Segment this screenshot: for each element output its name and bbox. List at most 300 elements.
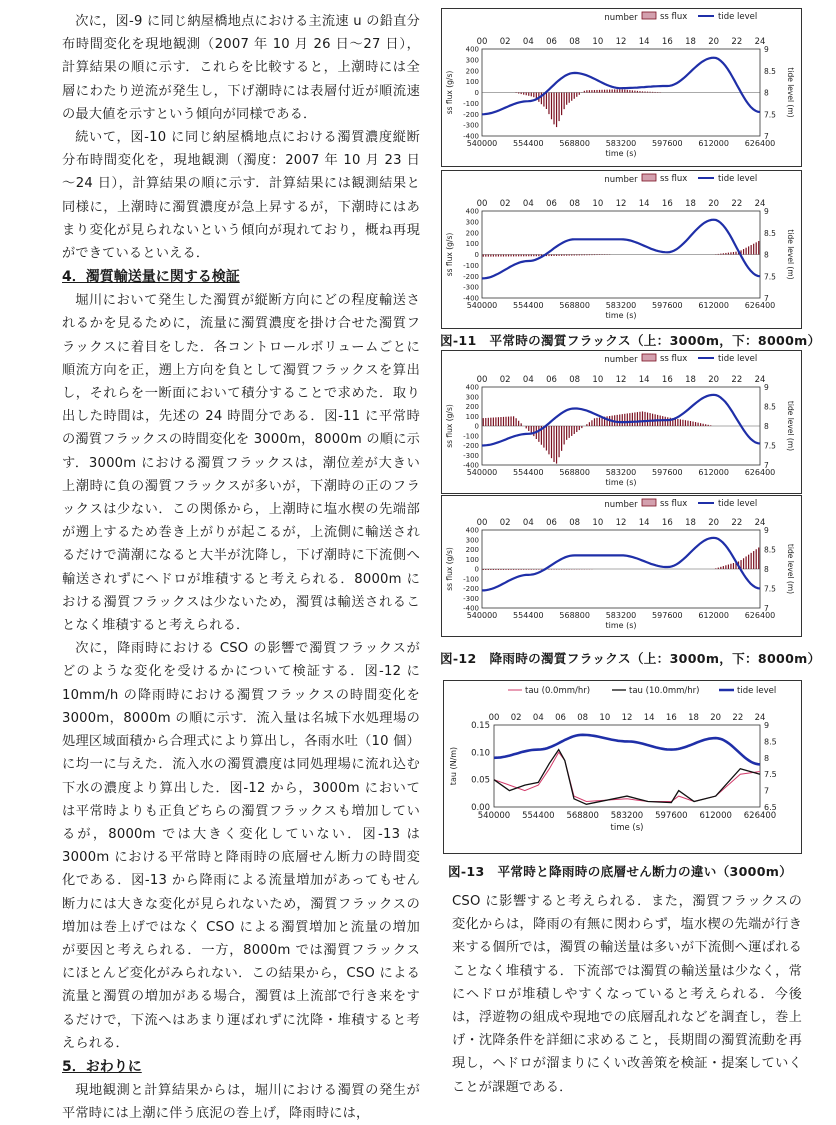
paragraph-5: 現地観測と計算結果からは，堀川における濁質の発生が平常時には上潮に伴う底泥の巻上げ，降雨時には， [62,1079,420,1125]
top-tick-label: 10 [592,199,603,209]
y-tick-label: 300 [466,56,479,64]
flux-bar [589,255,590,256]
flux-bar [596,90,597,93]
y-tick-label: 0 [475,251,479,259]
x-tick-label: 583200 [611,811,643,821]
x-tick-label: 612000 [698,468,729,477]
flux-bar [751,553,752,569]
flux-bar [609,90,610,93]
top-tick-label: 04 [523,37,534,47]
y2-tick-label: 8.5 [764,67,776,76]
y-axis-label: ss flux (g/s) [445,71,454,115]
x-axis-label: time (s) [605,311,636,320]
y2-axis-label: tide level (m) [786,67,795,117]
tide-level-line [482,538,760,591]
fig13-chart [443,680,802,854]
legend-tide-label: tide level [718,354,757,364]
flux-bar [601,90,602,93]
x-tick-label: 540000 [467,468,498,477]
y2-tick-label: 6.5 [764,803,777,812]
flux-bar [483,255,484,257]
fig11-caption: 図-11 平常時の濁質フラックス（上：3000m，下：8000m） [440,330,821,349]
flux-bar [708,425,709,426]
flux-bar [551,426,552,458]
flux-bar [723,253,724,254]
flux-bar [490,255,491,257]
flux-bar [576,93,577,97]
top-tick-label: 14 [639,199,650,209]
flux-bar [730,564,731,569]
flux-bar [503,255,504,257]
paragraph-1: 次に，図-9 に同じ納屋橋地点における主流速 u の鉛直分布時間変化を現地観測（2007 年 10 月 26 日～27 日），計算結果の順に示す．これらを比較すると，上潮時には全層にわたり逆流が発生し，下げ潮時には表層付近が順流速の最大値を示すという傾向が同様である． [62,10,420,126]
y-tick-label: 200 [466,546,479,554]
top-tick-label: 02 [511,713,522,723]
x-axis-label: time (s) [611,823,644,833]
flux-bar [692,422,693,426]
top-tick-label: 24 [755,713,766,723]
y2-tick-label: 8 [764,89,769,98]
flux-bar [700,423,701,426]
flux-bar [629,90,630,92]
flux-bar [548,93,549,115]
x-tick-label: 554400 [513,468,544,477]
flux-bar [546,93,547,110]
x-tick-label: 626400 [745,468,776,477]
flux-bar [564,426,565,444]
top-tick-label: 06 [546,518,557,528]
flux-bar [533,93,534,98]
flux-bar [586,255,587,256]
top-tick-label: 12 [622,713,633,723]
top-tick-label: 20 [710,713,721,723]
flux-bar [505,569,506,570]
x-tick-label: 583200 [606,139,637,148]
x-tick-label: 568800 [559,468,590,477]
flux-bar [634,412,635,426]
flux-bar [756,242,757,254]
x-tick-label: 540000 [478,811,510,821]
flux-bar [528,93,529,96]
x-tick-label: 583200 [606,611,637,620]
top-tick-label: 10 [592,37,603,47]
flux-bar [614,89,615,92]
flux-bar [541,93,542,105]
y-tick-label: 100 [466,240,479,248]
y2-tick-label: 9 [764,526,769,535]
y-tick-label: -100 [463,262,479,270]
flux-bar [589,422,590,426]
flux-bar [490,418,491,426]
y2-tick-label: 9 [764,207,769,216]
flux-bar [619,89,620,92]
flux-bar [718,254,719,255]
flux-bar [591,90,592,92]
top-tick-label: 04 [523,375,534,385]
flux-bar [642,411,643,426]
flux-bar [558,426,559,457]
x-tick-label: 626400 [745,611,776,620]
legend-flux-swatch [642,499,656,506]
flux-bar [579,93,580,95]
top-tick-label: 18 [685,37,696,47]
top-tick-label: 14 [639,37,650,47]
flux-bar [751,245,752,254]
flux-bar [510,416,511,426]
y-tick-label: 400 [466,208,479,216]
y-tick-label: -300 [463,595,479,603]
y2-tick-label: 7 [764,294,769,303]
y-tick-label: 300 [466,536,479,544]
top-tick-label: 00 [477,375,488,385]
flux-bar [508,255,509,257]
flux-bar [571,93,572,101]
flux-bar [561,93,562,116]
top-tick-label: 22 [731,518,742,528]
flux-bar [624,90,625,93]
flux-bar [505,417,506,426]
flux-bar [617,415,618,426]
paragraph-3: 堀川において発生した濁質が縦断方向にどの程度輸送されるかを見るために，流量に濁質濃度を掛け合せた濁質フラックスに着目をした．各コントロールボリュームごとに順流方向を正，遡上方向を負として濁質フラックスを算出し，それらを一断面において積分することで求めた．取り出した時間は，先述の 24 時間分である．図-11 に平常時の濁質フラックスの時間変化を 3000m，8000m の順に示す．3000m における濁質フラックスは，潮位差が大きい上潮時に負の濁質フラックスが多いが，下潮時の正のフラックスは少ない．この関係から，上潮時に塩水楔の先端部が遡上するため巻き上がりが起こるが，上流側に輸送されるだけで満潮になると大半が沈降し，下げ潮時に下流側へ輸送されずにヘドロが堆積すると考えられる．8000m における濁質フラックスは少ないため，濁質は輸送されることなく堆積すると考えられる． [62,289,420,637]
y-tick-label: -300 [463,452,479,460]
flux-bar [543,426,544,448]
flux-bar [591,420,592,426]
top-tick-label: 24 [755,375,766,385]
flux-bar [758,547,759,569]
top-tick-label: 00 [477,37,488,47]
top-tick-label: 18 [685,518,696,528]
top-tick-label: 16 [662,518,673,528]
top-tick-label: 04 [533,713,544,723]
top-axis-label: number [604,355,638,365]
y-tick-label: 0 [475,89,479,97]
flux-bar [596,255,597,256]
x-tick-label: 612000 [698,139,729,148]
y-axis-label: ss flux (g/s) [445,233,454,277]
y-tick-label: 300 [466,218,479,226]
flux-bar [516,255,517,257]
flux-bar [746,248,747,255]
y-tick-label: -200 [463,273,479,281]
y2-tick-label: 8 [764,251,769,260]
flux-bar [485,569,486,570]
flux-bar [538,569,539,570]
flux-bar [523,255,524,257]
flux-bar [508,417,509,426]
flux-bar [720,254,721,255]
y-tick-label: -200 [463,585,479,593]
y2-tick-label: 9 [764,45,769,54]
x-tick-label: 568800 [559,301,590,310]
flux-bar [485,418,486,426]
flux-bar [594,418,595,426]
flux-bar [518,93,519,94]
fig11-bottom-chart [441,170,802,329]
flux-bar [647,92,648,93]
flux-bar [632,413,633,426]
flux-bar [571,426,572,436]
x-tick-label: 540000 [467,139,498,148]
flux-bar [612,90,613,93]
y-tick-label: -400 [463,295,479,303]
y-tick-label: 200 [466,403,479,411]
flux-bar [743,558,744,569]
flux-bar [571,255,572,256]
top-tick-label: 14 [639,518,650,528]
flux-bar [728,565,729,569]
legend-tau0-label: tau (0.0mm/hr) [525,686,590,696]
flux-bar [649,413,650,426]
top-tick-label: 08 [577,713,588,723]
flux-bar [758,241,759,254]
legend-tide-label: tide level [718,174,757,184]
flux-bar [513,416,514,426]
top-tick-label: 20 [708,37,719,47]
y2-tick-label: 7 [764,461,769,470]
flux-bar [581,255,582,256]
y2-tick-label: 7 [764,787,769,796]
flux-bar [596,418,597,426]
flux-bar [536,569,537,570]
flux-bar [685,420,686,426]
y-tick-label: 300 [466,393,479,401]
y2-tick-label: 7.5 [764,110,776,119]
flux-bar [558,93,559,122]
flux-bar [715,568,716,569]
y2-axis-label: tide level (m) [786,544,795,594]
flux-bar [521,423,522,426]
top-axis-label: number [604,175,638,185]
flux-bar [564,93,565,110]
flux-bar [584,91,585,93]
flux-bar [627,90,628,93]
flux-bar [723,566,724,569]
x-tick-label: 612000 [699,811,731,821]
flux-bar [551,255,552,257]
y2-tick-label: 8.5 [764,229,776,238]
y2-tick-label: 8 [764,565,769,574]
flux-bar [556,426,557,464]
y-tick-label: -300 [463,284,479,292]
flux-bar [735,252,736,255]
flux-bar [629,413,630,426]
y2-tick-label: 8 [764,754,769,763]
flux-bar [541,569,542,570]
tide-level-line [482,220,760,279]
top-tick-label: 16 [662,37,673,47]
top-axis-label: number [604,13,638,23]
flux-bar [533,255,534,257]
top-tick-label: 16 [666,713,677,723]
flux-bar [655,92,656,93]
tau-0mm-line [494,752,760,801]
top-tick-label: 16 [662,375,673,385]
flux-bar [538,255,539,257]
flux-bar [533,569,534,570]
x-tick-label: 612000 [698,301,729,310]
flux-bar [743,249,744,254]
flux-bar [665,417,666,426]
flux-bar [513,255,514,257]
flux-bar [584,255,585,256]
x-axis-label: time (s) [605,478,636,487]
flux-bar [521,569,522,570]
flux-bar [644,412,645,426]
flux-bar [642,91,643,92]
top-tick-label: 02 [500,518,511,528]
flux-bar [607,416,608,426]
y2-tick-label: 7 [764,132,769,141]
flux-bar [746,556,747,569]
flux-bar [710,425,711,426]
x-tick-label: 583200 [606,468,637,477]
fig12-top-chart [441,350,802,494]
flux-bar [748,246,749,254]
tide-level-line [482,58,760,115]
top-tick-label: 12 [616,518,627,528]
y-tick-label: -300 [463,122,479,130]
flux-bar [528,569,529,570]
flux-bar [521,255,522,257]
flux-bar [558,255,559,256]
flux-bar [586,90,587,92]
y-tick-label: -400 [463,133,479,141]
flux-bar [536,255,537,257]
flux-bar [594,255,595,256]
flux-bar [619,414,620,426]
x-tick-label: 554400 [513,611,544,620]
x-tick-label: 597600 [652,468,683,477]
flux-bar [579,255,580,256]
flux-bar [667,417,668,426]
flux-bar [589,90,590,92]
flux-bar [639,412,640,426]
flux-bar [574,93,575,99]
paragraph-6: CSO に影響すると考えられる．また，濁質フラックスの変化からは，降雨の有無に関わらず，塩水楔の先端が行き来する個所では，濁質の輸送量は多いが下流側へ運ばれることなく堆積する．下流部では濁質の輸送量は少なく，常にヘドロが堆積しやすくなっていると考えられる．今後は，浮遊物の組成や現地での底層乱れなどを調査し，巻上げ・沈降条件を詳細に求めること，長期間の濁質流動を再現し，ヘドロが溜まりにくい改善策を検証・提案していくことが課題である． [452,890,802,1099]
flux-bar [548,426,549,454]
top-tick-label: 00 [489,713,500,723]
flux-bar [718,568,719,569]
y-tick-label: -400 [463,462,479,470]
y2-tick-label: 8.5 [764,403,776,412]
flux-bar [516,418,517,426]
flux-bar [508,569,509,570]
flux-bar [528,426,529,431]
flux-bar [561,426,562,451]
flux-bar [733,563,734,569]
flux-bar [493,569,494,570]
top-tick-label: 10 [592,518,603,528]
flux-bar [677,419,678,426]
paragraph-4: 次に，降雨時における CSO の影響で濁質フラックスがどのような変化を受けるかについて検証する．図-12 に 10mm/h の降雨時における濁質フラックスの時間変化を 3000m，8000m の順に示す．流入量は名城下水処理場の処理区域面積から合理式により算出し，各雨水吐（10 個）に均一に与えた．流入水の濁質濃度は同処理場に流れ込む下水の濃度より算出した．図-12 から，3000m においては平常時よりも正負どちらの濁質フラックスも増加しているが，8000m では大きく変化していない．図-13 は 3000m における平常時と降雨時の底層せん断力の時間変化である．図-13 から降雨による流量増加があってもせん断力には大きな変化が見られないため，濁質フラックスの増加は巻上げではなく CSO による濁質増加と流量の増加が要因と考えられる．一方，8000m では濁質フラックスにほとんど変化がみられない．この結果から，CSO による流量と濁質の増加がある場合，濁質は上流部で行き来をするだけで，下流へはあまり運ばれずに沈降・堆積すると考えられる． [62,637,420,1055]
flux-bar [526,93,527,96]
x-tick-label: 597600 [652,139,683,148]
flux-bar [526,426,527,428]
legend-tide-label: tide level [718,12,757,22]
top-tick-label: 18 [685,199,696,209]
y-tick-label: 0.10 [471,748,490,758]
flux-bar [551,93,552,120]
top-tick-label: 06 [546,375,557,385]
flux-bar [510,255,511,257]
y2-tick-label: 7 [764,604,769,613]
flux-bar [521,93,522,95]
x-tick-label: 568800 [566,811,598,821]
plot-frame [494,725,760,807]
top-tick-label: 18 [685,375,696,385]
flux-bar [617,89,618,92]
flux-bar [637,91,638,93]
flux-bar [574,255,575,256]
fig12-bottom-chart [441,495,802,637]
x-tick-label: 626400 [744,811,776,821]
flux-bar [591,255,592,256]
right-column-text [452,890,802,1099]
fig11-top-chart [441,8,802,167]
flux-bar [703,424,704,426]
top-tick-label: 06 [555,713,566,723]
y2-axis-label: tide level (m) [786,401,795,451]
flux-bar [644,92,645,93]
flux-bar [495,417,496,426]
legend-flux-label: ss flux [660,12,687,22]
y-tick-label: 200 [466,229,479,237]
flux-bar [510,569,511,570]
top-tick-label: 20 [708,375,719,385]
flux-bar [690,421,691,426]
flux-bar [516,569,517,570]
x-tick-label: 626400 [745,139,776,148]
y-tick-label: 0.15 [471,721,490,731]
section-4-heading: 4．濁質輸送量に関する検証 [62,265,420,289]
top-tick-label: 22 [731,199,742,209]
flux-bar [526,569,527,570]
top-tick-label: 04 [523,518,534,528]
flux-bar [561,255,562,256]
top-tick-label: 20 [708,518,719,528]
flux-bar [518,569,519,570]
top-tick-label: 18 [688,713,699,723]
flux-bar [553,426,554,462]
flux-bar [753,551,754,569]
section-5-heading: 5．おわりに [62,1055,420,1079]
top-tick-label: 24 [755,199,766,209]
x-tick-label: 568800 [559,139,590,148]
top-tick-label: 24 [755,518,766,528]
top-tick-label: 08 [569,518,580,528]
y2-tick-label: 8.5 [764,737,777,746]
x-tick-label: 597600 [652,611,683,620]
flux-bar [566,426,567,440]
flux-bar [637,412,638,426]
y-axis-label: ss flux (g/s) [445,547,454,591]
flux-bar [756,549,757,569]
tide-level-line [494,735,760,765]
flux-bar [607,90,608,93]
flux-bar [725,253,726,255]
top-tick-label: 00 [477,199,488,209]
flux-bar [500,255,501,257]
x-tick-label: 554400 [513,301,544,310]
flux-bar [531,569,532,570]
x-tick-label: 540000 [467,611,498,620]
top-tick-label: 08 [569,37,580,47]
x-tick-label: 583200 [606,301,637,310]
flux-bar [697,423,698,426]
y-tick-label: -100 [463,575,479,583]
y-tick-label: 0.05 [471,776,490,786]
flux-bar [556,255,557,256]
y-tick-label: 100 [466,413,479,421]
